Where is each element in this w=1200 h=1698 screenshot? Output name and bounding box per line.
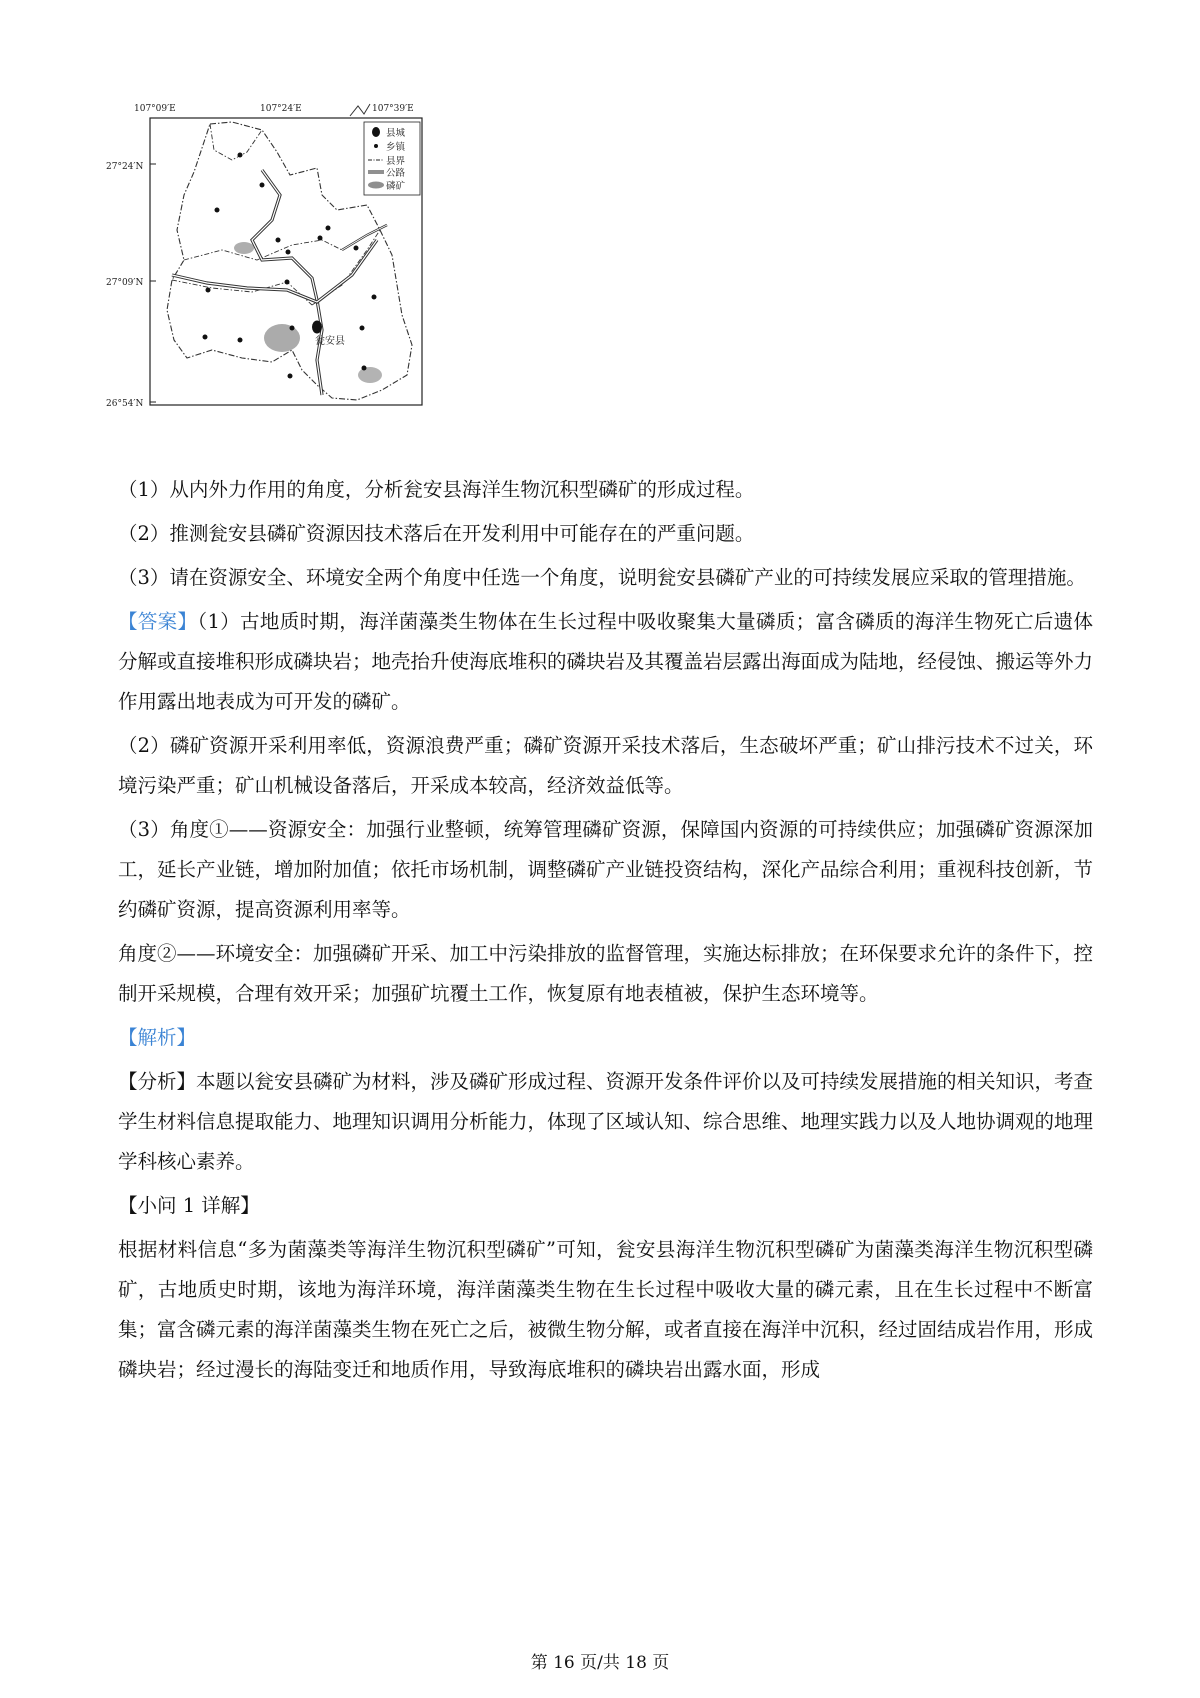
lat-label: 26°54′N: [106, 399, 144, 409]
detail-1-tag: 【小问 1 详解】: [118, 1194, 260, 1217]
lat-label: 27°09′N: [106, 278, 144, 288]
question-2: （2）推测瓮安县磷矿资源因技术落后在开发利用中可能存在的严重问题。: [118, 522, 755, 545]
lon-label: 107°09′E: [134, 104, 176, 114]
phosphate-mine-patch: [234, 242, 254, 254]
answer-1: [118, 602, 1093, 722]
map-legend: [364, 122, 420, 195]
analysis-tag: 【解析】: [118, 1026, 197, 1049]
north-arrow-icon: [350, 104, 370, 116]
county-seat-label: 瓮安县: [315, 336, 345, 347]
answer-1-text: （1）古地质时期，海洋菌藻类生物体在生长过程中吸收聚集大量磷质；富含磷质的海洋生物死亡后遗体分解或直接堆积形成磷块岩；地壳抬升使海底堆积的磷块岩及其覆盖岩层露出海面成为陆地，经侵蚀、搬运等外力作用露出地表成为可开发的磷矿。: [118, 610, 1094, 713]
document-body: [118, 470, 1093, 1394]
answer-2: （2）磷矿资源开采利用率低，资源浪费严重；磷矿资源开采技术落后，生态破坏严重；矿山排污技术不过关，环境污染严重；矿山机械设备落后，开采成本较高，经济效益低等。: [118, 734, 1093, 797]
lon-label: 107°24′E: [260, 104, 302, 114]
legend-label: 县城: [386, 128, 406, 139]
lat-label: 27°24′N: [106, 162, 144, 172]
phosphate-mine-patch: [264, 324, 300, 352]
legend-label: 磷矿: [386, 181, 406, 192]
page-footer: 第 16 页/共 18 页: [530, 1653, 670, 1673]
county-seat-marker: [312, 321, 322, 334]
map-svg: [106, 100, 452, 445]
answer-tag: 【答案】: [118, 610, 198, 633]
question-1: （1）从内外力作用的角度，分析瓮安县海洋生物沉积型磷矿的形成过程。: [118, 478, 755, 501]
lon-label: 107°39′E: [372, 104, 414, 114]
analysis-summary: 【分析】本题以瓮安县磷矿为材料，涉及磷矿形成过程、资源开发条件评价以及可持续发展措施的相关知识，考查学生材料信息提取能力、地理知识调用分析能力，体现了区域认知、综合思维、地理实践力以及人地协调观的地理学科核心素养。: [118, 1070, 1094, 1173]
county-map-figure: [106, 100, 452, 445]
legend-label: 公路: [386, 168, 406, 179]
legend-label: 乡镇: [386, 142, 406, 153]
legend-label: 县界: [386, 156, 406, 167]
phosphate-mine-patch: [358, 367, 382, 383]
road-east-west: [172, 240, 377, 302]
question-3: （3）请在资源安全、环境安全两个角度中任选一个角度，说明瓮安县磷矿产业的可持续发展应采取的管理措施。: [118, 566, 1086, 589]
answer-3: （3）角度①——资源安全：加强行业整顿，统筹管理磷矿资源，保障国内资源的可持续供应；加强磷矿资源深加工，延长产业链，增加附加值；依托市场机制，调整磷矿产业链投资结构，深化产品综合利用；重视科技创新，节约磷矿资源，提高资源利用率等。: [118, 818, 1094, 921]
answer-4: 角度②——环境安全：加强磷矿开采、加工中污染排放的监督管理，实施达标排放；在环保要求允许的条件下，控制开采规模，合理有效开采；加强矿坑覆土工作，恢复原有地表植被，保护生态环境等。: [118, 942, 1094, 1005]
detail-1-text: 根据材料信息“多为菌藻类等海洋生物沉积型磷矿”可知，瓮安县海洋生物沉积型磷矿为菌藻类海洋生物沉积型磷矿，古地质史时期，该地为海洋环境，海洋菌藻类生物在生长过程中吸收大量的磷元素，且在生长过程中不断富集；富含磷元素的海洋菌藻类生物在死亡之后，被微生物分解，或者直接在海洋中沉积，经过固结成岩作用，形成磷块岩；经过漫长的海陆变迁和地质作用，导致海底堆积的磷块岩出露水面，形成: [118, 1238, 1094, 1381]
